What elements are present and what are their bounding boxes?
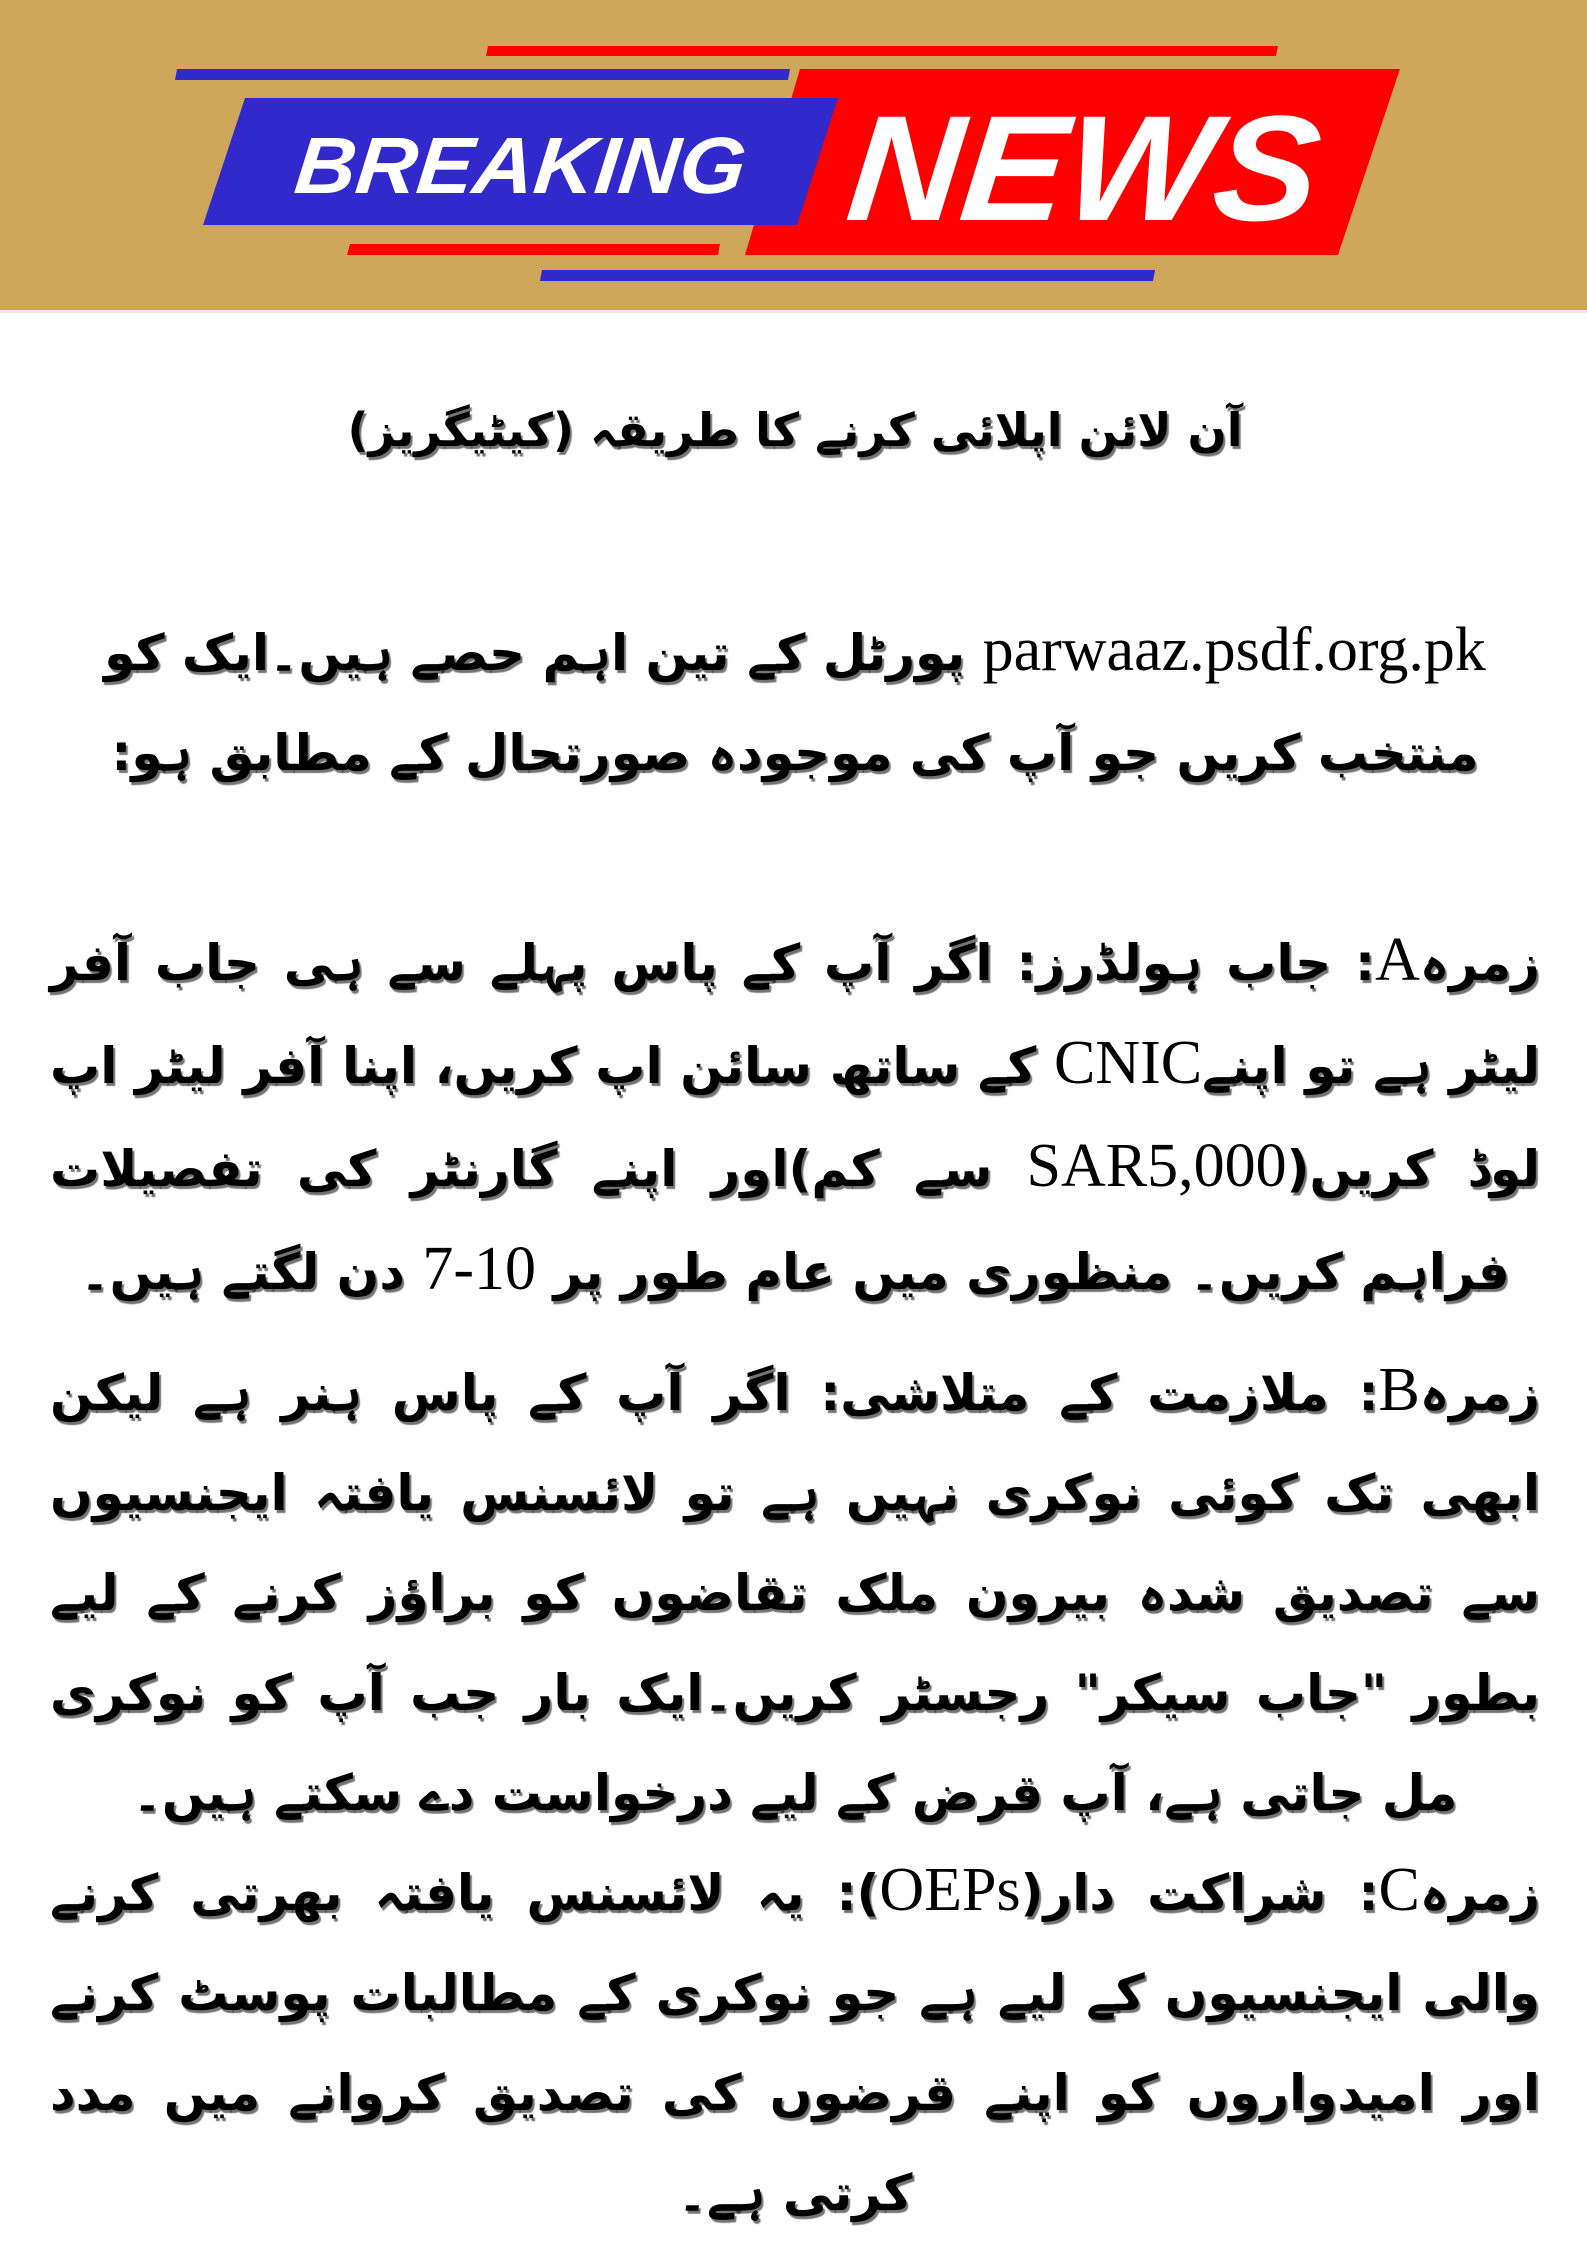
category-b-letter: B — [1378, 1356, 1420, 1424]
intro-paragraph — [50, 600, 1540, 803]
category-b-body: اگر آپ کے پاس ہنر ہے لیکن ابھی تک کوئی نوکری نہیں ہے تو لائسنس یافتہ ایجنسیوں سے تصدیق شدہ بیرون ملک تقاضوں کو براؤز کرنے کے لیے بطور "جاب سیکر" رجسٹر کریں۔ایک بار جب آپ کو نوکری مل جاتی ہے، آپ قرض کے لیے درخواست دے سکتے ہیں۔ — [50, 1364, 1540, 1822]
category-a-prefix: زمرہ — [1419, 934, 1540, 992]
category-c-paragraph — [50, 1840, 1540, 2243]
category-b-title: : ملازمت کے متلاشی: — [820, 1364, 1379, 1422]
portal-url: parwaaz.psdf.org.pk — [982, 616, 1486, 684]
oeps-label: OEPs — [879, 1856, 1021, 1924]
bottom-blue-stripe — [540, 270, 1155, 281]
category-a-letter: A — [1375, 926, 1420, 994]
category-c-body: ): یہ لائسنس یافتہ بھرتی کرنے والی ایجنسیوں کے لیے ہے جو نوکری کے مطالبات پوسٹ کرنے اور امیدواروں کو اپنے قرضوں کی تصدیق کروانے میں مدد کرتی ہے۔ — [50, 1864, 1540, 2222]
category-a-body-3: سے کم)اور اپنے گارنٹر کی تفصیلات فراہم کریں۔ منظوری میں عام طور پر — [50, 1140, 1510, 1301]
intro-text: پورٹل کے تین اہم حصے ہیں۔ایک کو منتخب کریں جو آپ کی موجودہ صورتحال کے مطابق ہو: — [104, 624, 1479, 782]
breaking-news-banner — [0, 0, 1587, 310]
breaking-news-graphic — [0, 0, 1587, 310]
category-a-paragraph — [50, 910, 1540, 1322]
category-a-body-2: کے ساتھ سائن اپ کریں، اپنا آفر لیٹر اپ لوڈ کریں( — [50, 1037, 1540, 1198]
cnic-label: CNIC — [1053, 1029, 1203, 1097]
category-a-body-4: دن لگتے ہیں۔ — [80, 1243, 405, 1301]
category-a-body-1: اگر آپ کے پاس پہلے سے ہی جاب آفر لیٹر ہے تو اپنے — [50, 934, 1540, 1095]
top-blue-stripe — [175, 69, 790, 80]
top-red-stripe — [486, 46, 1278, 56]
breaking-label: BREAKING — [290, 120, 728, 210]
page-title: آن لائن اپلائی کرنے کا طریقہ (کیٹیگریز) — [347, 403, 1243, 457]
category-a-title: : جاب ہولڈرز: — [1016, 934, 1376, 992]
news-label: NEWS — [840, 84, 1309, 252]
loan-amount: SAR5,000 — [1026, 1132, 1287, 1200]
category-c-title: : شراکت دار( — [1020, 1864, 1379, 1922]
category-b-prefix: زمرہ — [1419, 1364, 1540, 1422]
bottom-red-stripe — [347, 244, 720, 255]
approval-days: 7-10 — [422, 1235, 537, 1303]
category-b-paragraph — [50, 1340, 1540, 1843]
category-c-prefix: زمرہ — [1419, 1864, 1540, 1922]
category-c-letter: C — [1378, 1856, 1420, 1924]
banner-divider — [0, 310, 1587, 313]
